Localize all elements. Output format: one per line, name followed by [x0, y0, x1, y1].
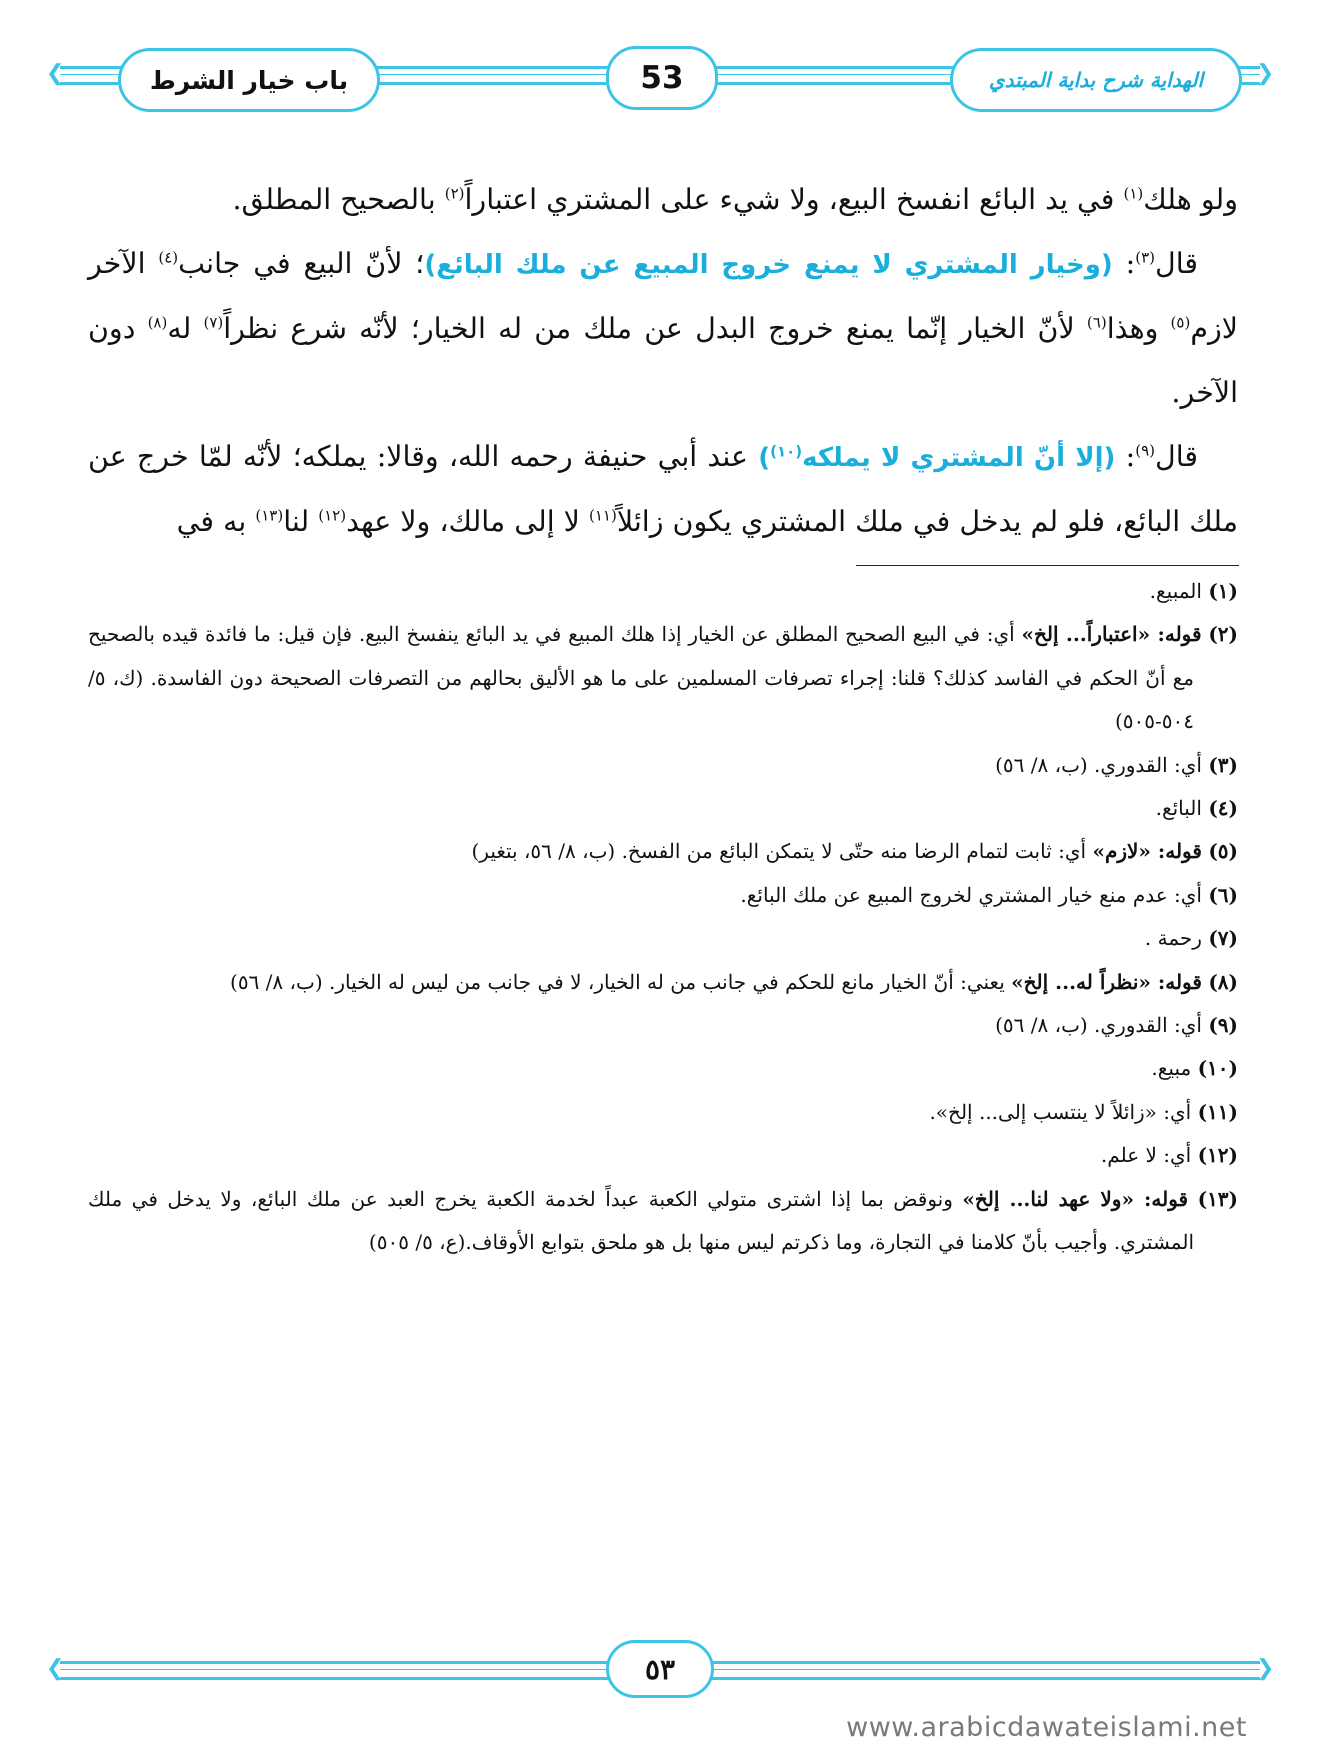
footnote-ref: (٦)	[1086, 313, 1107, 332]
chapter-title: باب خيار الشرط	[118, 48, 380, 112]
footnote: (٩) أي: القدوري. (ب، ٨/ ٥٦)	[995, 1013, 1238, 1038]
footnote-ref: (١)	[1123, 184, 1144, 203]
footer-right-ornament-icon: ❯	[1256, 1656, 1275, 1681]
matn-quote: (إلا أنّ المشتري لا يملكه$^{(١٠)}$)	[758, 442, 1116, 473]
footnote-ref: (٩)	[1135, 441, 1155, 460]
footnotes	[88, 570, 1238, 1265]
header-left-ornament-icon: ❮	[46, 61, 65, 86]
main-paragraph: ولو هلك$^{(١)}$ في يد البائع انفسخ البيع، ولا شيء على المشتري اعتباراً$^{(٢)}$ بالصحيح المطلق.	[232, 183, 1238, 216]
footnote: (٨) قوله: «نظراً له... إلخ» يعني: أنّ الخيار مانع للحكم في جانب من له الخيار، لا في جانب من ليس له الخيار. (ب، ٨/ ٥٦)	[230, 969, 1238, 994]
footnote: (١١) أي: «زائلاً لا ينتسب إلى... إلخ».	[929, 1099, 1238, 1124]
footnote-ref: (٧)	[203, 313, 224, 332]
footnote-ref: (١١)	[589, 506, 617, 525]
footnote-separator	[856, 565, 1239, 566]
footnote-ref: (٣)	[1135, 248, 1155, 267]
main-paragraph: قال$^{(٩)}$: (إلا أنّ المشتري لا يملكه$^{(١٠)}$) عند أبي حنيفة رحمه الله، وقالا: يملكه؛ لأنّه لمّا خرج عن ملك البائع، فلو لم يدخل في ملك المشتري يكون زائلاً$^{(١١)}$ لا إلى مالك، ولا عهد$^{(١٢)}$ لنا$^{(١٣)}$ به في	[88, 440, 1238, 538]
footnote: (٧) رحمة .	[1144, 926, 1238, 951]
matn-quote: (وخيار المشتري لا يمنع خروج المبيع عن ملك البائع)	[424, 250, 1113, 280]
footer-page-number: ٥٣	[606, 1640, 714, 1698]
footnote-ref: (١٢)	[318, 506, 347, 525]
footnote: (٦) أي: عدم منع خيار المشتري لخروج المبيع عن ملك البائع.	[740, 882, 1238, 907]
footnote-ref: (١٣)	[255, 506, 284, 525]
footnote-ref: (٢)	[444, 184, 465, 203]
website-watermark: www.arabicdawateislami.net	[846, 1712, 1247, 1743]
footnote: (٣) أي: القدوري. (ب، ٨/ ٥٦)	[995, 752, 1238, 777]
main-text	[88, 168, 1238, 554]
footnote-ref: (٤)	[158, 248, 179, 267]
footnote: (٢) قوله: «اعتباراً... إلخ» أي: في البيع الصحيح المطلق عن الخيار إذا هلك المبيع في يد البائع ينفسخ البيع. فإن قيل: ما فائدة قيده بالصحيح مع أنّ الحكم في الفاسد كذلك؟ قلنا: إجراء تصرفات المسلمين على ما هو الأليق بحالهم من التصرفات الصحيحة دون الفاسدة. (ك، ٥/ ٥٠٤-٥٠٥)	[88, 622, 1239, 734]
footnote: (٤) البائع.	[1155, 796, 1238, 821]
header-right-ornament-icon: ❯	[1256, 61, 1275, 86]
footnote: (٥) قوله: «لازم» أي: ثابت لتمام الرضا منه حتّى لا يتمكن البائع من الفسخ. (ب، ٨/ ٥٦، بتغير)	[471, 839, 1238, 864]
footnote-ref: (٥)	[1170, 313, 1191, 332]
footnote: (١٠) مبيع.	[1151, 1056, 1238, 1081]
main-paragraph: قال$^{(٣)}$: (وخيار المشتري لا يمنع خروج المبيع عن ملك البائع)؛ لأنّ البيع في جانب$^{(٤)}$ الآخر لازم$^{(٥)}$ وهذا$^{(٦)}$ لأنّ الخيار إنّما يمنع خروج البدل عن ملك من له الخيار؛ لأنّه شرع نظراً$^{(٧)}$ له$^{(٨)}$ دون الآخر.	[88, 247, 1238, 409]
footnote: (١) المبيع.	[1149, 579, 1238, 603]
book-title: الهداية شرح بداية المبتدي	[950, 48, 1242, 112]
header-page-number: 53	[606, 46, 718, 110]
footer-left-ornament-icon: ❮	[46, 1656, 65, 1681]
footnote: (١٣) قوله: «ولا عهد لنا... إلخ» ونوقض بما إذا اشترى متولي الكعبة عبداً لخدمة الكعبة يخرج العبد عن ملك البائع، ولا يدخل في ملك المشتري. وأجيب بأنّ كلامنا في التجارة، وما ذكرتم ليس منها بل هو ملحق بتوابع الأوقاف.(ع، ٥/ ٥٠٥)	[88, 1186, 1239, 1255]
footnote-ref: (٨)	[147, 313, 168, 332]
footnote: (١٢) أي: لا علم.	[1100, 1143, 1238, 1168]
